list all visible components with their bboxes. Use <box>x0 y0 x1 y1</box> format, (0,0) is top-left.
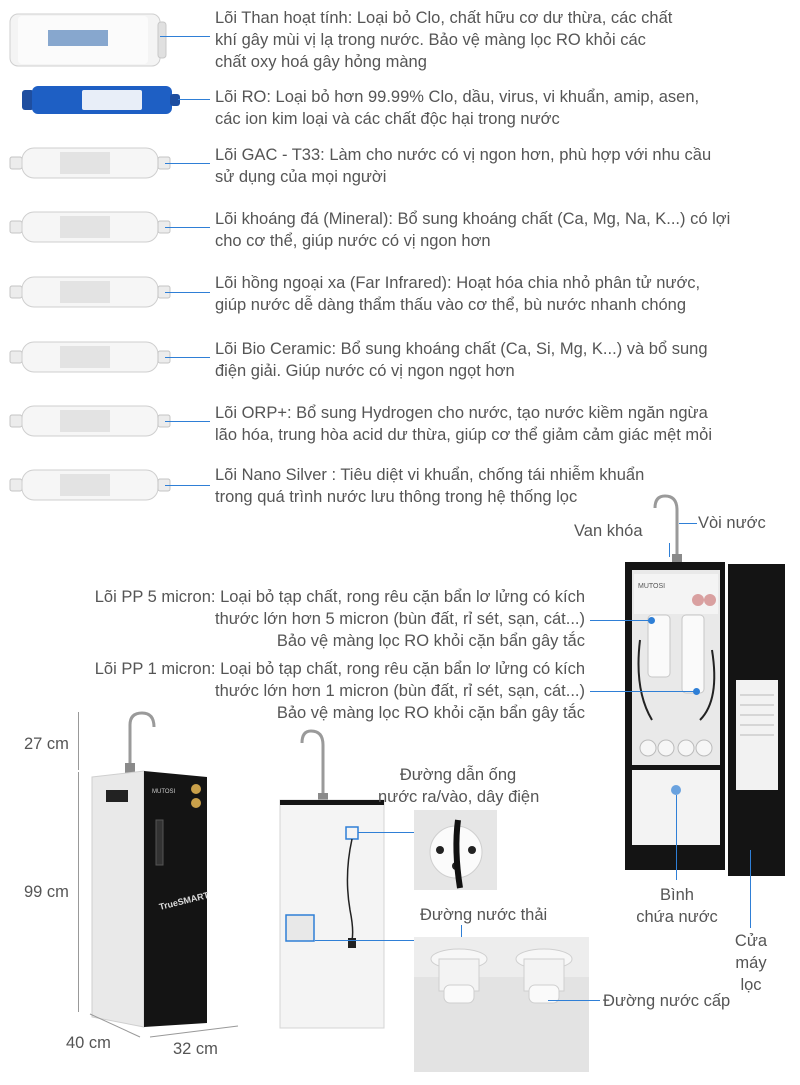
carbon-filter-image <box>8 12 168 68</box>
pp1-filter-desc: Lõi PP 1 micron: Loại bỏ tạp chất, rong rêu cặn bẩn lơ lửng có kích thước lớn hơn 1 micron (bùn đất, rỉ sét, sạn, cát...) Bảo vệ màng lọc RO khỏi cặn bẩn gây tắc <box>94 660 585 722</box>
gac-filter-image <box>10 146 170 180</box>
dim-width: 32 cm <box>173 1040 218 1058</box>
tank-label: Bình chứa nước <box>636 886 718 926</box>
pipe-inlet-detail-image <box>414 810 497 890</box>
purifier-back-image <box>278 725 388 1035</box>
filter-desc-far-infrared: Lõi hồng ngoại xa (Far Infrared): Hoạt hóa chia nhỏ phân tử nước, giúp nước dễ dàng thẩm thấu vào cơ thể, bù nước nhanh chóng <box>215 274 701 314</box>
filter-desc-gac: Lõi GAC - T33: Làm cho nước có vị ngon hơn, phù hợp với nhu cầu sử dụng của mọi người <box>215 146 712 186</box>
water-outlets-detail-image <box>414 937 589 1072</box>
svg-text:MUTOSI: MUTOSI <box>638 583 666 590</box>
filter-desc-bio-ceramic: Lõi Bio Ceramic: Bổ sung khoáng chất (Ca, Si, Mg, K...) và bổ sung điện giải. Giúp nước có vị ngon ngọt hơn <box>215 340 708 380</box>
ro-membrane-image <box>22 84 182 116</box>
door-label: Cửa máy lọc <box>734 932 768 994</box>
filter-desc-carbon: Lõi Than hoạt tính: Loại bỏ Clo, chất hữu cơ dư thừa, các chất khí gây mùi vị lạ trong nước. Bảo vệ màng lọc RO khỏi các chất oxy hoá gây hỏng màng <box>215 9 673 71</box>
purifier-front-image <box>82 705 247 1035</box>
pipe-label: Đường dẫn ống nước ra/vào, dây điện <box>378 766 540 806</box>
svg-text:TrueSMART: TrueSMART <box>158 889 210 912</box>
filter-desc-ro: Lõi RO: Loại bỏ hơn 99.99% Clo, dầu, virus, vi khuẩn, amip, asen, các ion kim loại và các chất độc hại trong nước <box>215 88 700 128</box>
faucet-label: Vòi nước <box>698 514 766 532</box>
pp5-filter-desc: Lõi PP 5 micron: Loại bỏ tạp chất, rong rêu cặn bẩn lơ lửng có kích thước lớn hơn 5 micron (bùn đất, rỉ sét, sạn, cát...) Bảo vệ màng lọc RO khỏi cặn bẩn gây tắc <box>94 588 585 650</box>
svg-text:MUTOSI: MUTOSI <box>152 789 176 795</box>
dim-body-height: 99 cm <box>24 883 69 901</box>
filter-desc-orp: Lõi ORP+: Bổ sung Hydrogen cho nước, tạo nước kiềm ngăn ngừa lão hóa, trung hòa acid dư thừa, giúp cơ thể giảm cảm giác mệt mỏi <box>215 404 713 444</box>
open-cabinet-image <box>620 490 790 880</box>
orp-filter-image <box>10 404 170 438</box>
waste-label: Đường nước thải <box>420 906 548 924</box>
supply-label: Đường nước cấp <box>603 992 731 1010</box>
filter-desc-nano-silver: Lõi Nano Silver : Tiêu diệt vi khuẩn, chống tái nhiễm khuẩn trong quá trình nước lưu thông trong hệ thống lọc <box>215 466 645 506</box>
mineral-filter-image <box>10 210 170 244</box>
filter-desc-mineral: Lõi khoáng đá (Mineral): Bổ sung khoáng chất (Ca, Mg, Na, K...) có lợi cho cơ thể, giúp nước có vị ngon hơn <box>215 210 731 250</box>
bio-ceramic-filter-image <box>10 340 170 374</box>
dim-depth: 40 cm <box>66 1034 111 1052</box>
dim-faucet-height: 27 cm <box>24 735 69 753</box>
far-infrared-filter-image <box>10 275 170 309</box>
valve-label: Van khóa <box>574 522 643 540</box>
nano-silver-filter-image <box>10 468 170 502</box>
